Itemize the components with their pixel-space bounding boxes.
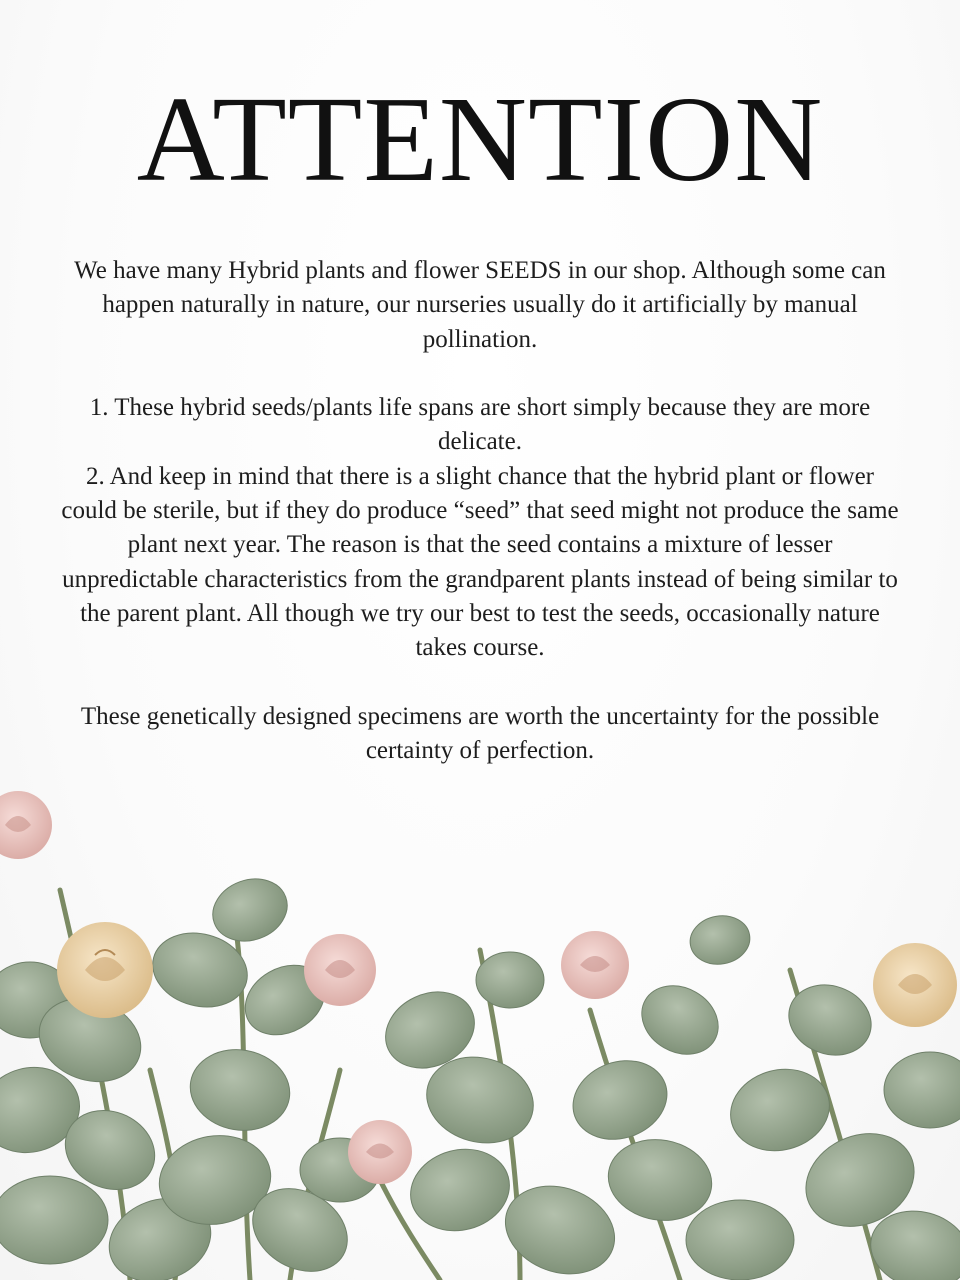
floral-border-decoration (0, 770, 960, 1280)
point-1-paragraph: 1. These hybrid seeds/plants life spans are short simply because they are more delicate. (89, 394, 871, 456)
rose-cream (0, 791, 52, 859)
paragraph-spacer (60, 357, 900, 391)
eucalyptus-leaves (0, 869, 960, 1280)
intro-paragraph: We have many Hybrid plants and flower SEEDS in our shop. Although some can happen naturally in nature, our nurseries usually do it artificially by manual pollination. (74, 257, 886, 353)
paragraph-spacer (60, 666, 900, 700)
rose-pink (304, 934, 376, 1006)
point-2-paragraph: 2. And keep in mind that there is a slight chance that the hybrid plant or flower could be sterile, but if they do produce “seed” that seed might not produce the same plant next year. The reason is that the seed contains a mixture of lesser unpredictable characteristics from the grandparent plants instead of being similar to the parent plant. All though we try our best to test the seeds, occasionally nature takes course. (61, 462, 899, 662)
notice-body (60, 254, 900, 768)
closing-paragraph: These genetically designed specimens are worth the uncertainty for the possible certainty of perfection. (80, 702, 880, 765)
rose-pink (561, 931, 629, 999)
rose-cream (57, 922, 153, 1018)
rose-cream (873, 943, 957, 1027)
page-title: ATTENTION (136, 72, 824, 207)
rose-pink (348, 1120, 412, 1184)
